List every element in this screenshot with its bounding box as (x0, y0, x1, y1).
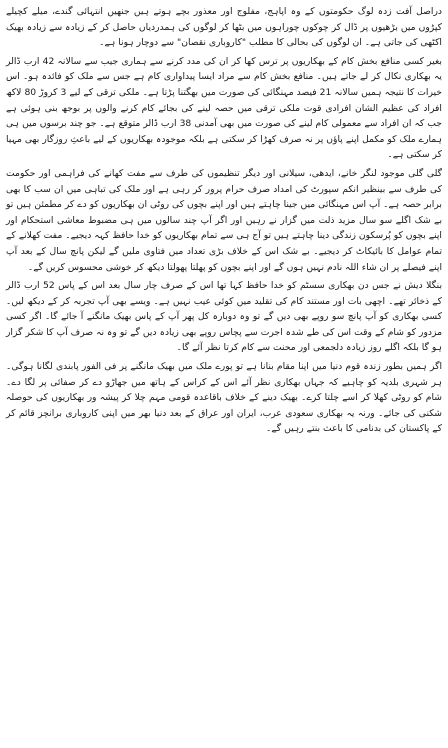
article-paragraph-3: گلی گلی موجود لنگر خانے، ایدھی، سیلانی اور دیگر تنظیموں کی طرف سے مفت کھانے کی فراہمی اور حکومت کی طرف سے بینظیر انکم سپورٹ کی امداد صرف حرام پرور کر رہی ہے اور ملک کی تباہی میں ان سب کا بھی برابر حصہ ہے۔ آپ اس مہنگائی میں جینا چاہتے ہیں اور اپنے بچوں کی روٹی ان بھکاریوں کو دے کر مطمئن ہیں تو بے شک اگلے سو سال مزید ذلت میں گزار نے رہیں اور اگر آپ چند سالوں میں ہی مضبوط معاشی استحکام اور اپنے بچوں کو پُرسکون زندگی دینا چاہتے ہیں تو آج ہی سے تمام بھکاریوں کو خدا حافظ کہہ دیجیے۔ مفت کھلانے کے تمام عوامل کا بائیکاٹ کر دیجیے۔ بے شک اس کے خلاف بڑی تعداد میں فتاوی ملیں گے لیکن پانچ سال کے بعد آپ اپنے فیصلے پر ان شاء اللہ نادم نہیں ہوں گے اور اپنے بچوں کو پھلتا پھولتا دیکھ کر خوشی محسوس کریں گے۔ (6, 167, 442, 273)
article-paragraph-2: بغیر کسی منافع بخش کام کے بھکاریوں پر ترس کھا کر ان کی مدد کرنے سے ہماری جیب سے سالانہ 42 ارب ڈالر یہ بھکاری نکال کر لے جاتے ہیں۔ منافع بخش کام سے مراد ایسا پیداواری کام ہے جس سے ملک کو فائدہ ہو۔ اس خیرات کا نتیجہ ہمیں سالانہ 21 فیصد مہنگائی کی صورت میں بھگتنا پڑتا ہے۔ ملکی ترقی کے لیے 3 کروڑ 80 لاکھ افراد کی عظیم الشان افرادی قوت ملکی ترقی میں حصہ لینے کی بجائے کام کرنے والوں پر بوجھ بنی ہوئی ہے جب کہ ان افراد سے معمولی کام لینے کی صورت میں بھی آمدنی 38 ارب ڈالر متوقع ہے۔ جو چند برسوں میں ہی ہمارے ملک کو مکمل اپنے پاؤں پر نہ صرف کھڑا کر سکتی ہے بلکہ موجودہ بھکاریوں کے لیے باعثِ روزگار بھی مہیا کر سکتی ہے۔ (6, 55, 442, 161)
article-paragraph-4: بنگلا دیش نے جس دن بھکاری سسٹم کو خدا حافظ کہا تھا اس کے صرف چار سال بعد اس کے پاس 52 ارب ڈالر کے ذخائر تھے۔ اچھی بات اور مستند کام کی تقلید میں کوئی عیب نہیں ہے۔ ویسے بھی آپ تجربہ کر کے دیکھ لیں۔ کسی بھکاری کو آپ پانچ سو روپے بھی دیں گے تو وہ دوبارہ کل پھر آپ کے پاس بھیک مانگنے آ جائے گا۔ اگر کسی مزدور کو شام کے وقت اس کی طے شدہ اجرت سے پچاس روپے بھی زیادہ دیں گے تو وہ نہ صرف آپ کا شکر گزار ہو گا بلکہ اگلے روز زیادہ دلجمعی اور محنت سے کام کرتا نظر آئے گا۔ (6, 280, 442, 354)
article-paragraph-1: دراصل آفت زدہ لوگ حکومتوں کے وہ اپاہج، مفلوج اور معذور بچے ہوتے ہیں جنھیں انتہائی گندے، میلے کچیلے کپڑوں میں بڑھیوں پر ڈال کر چوکوں چوراہوں میں بٹھا کر لوگوں کی ہمدردیاں حاصل کر کے زیادہ سے زیادہ بھیک اکٹھی کی جاتی ہے۔ ان لوگوں کی بحالی کا مطلب "کاروباری نقصان" سے دوچار ہونا ہے۔ (6, 6, 442, 49)
article-paragraph-5: اگر ہمیں بطور زندہ قوم دنیا میں اپنا مقام بنانا ہے تو پورے ملک میں بھیک مانگنے پر فی الفور پابندی لگانا ہوگی۔ ہر شہری بلدیہ کو چاہیے کہ جہاں بھکاری نظر آئے اس کے کراس کے ہاتھ میں جھاڑو دے کر صفائی پر لگا دے۔ شام کو روٹی کھلا کر اسے چلتا کرے۔ بھیک دینے کے خلاف باقاعدہ قومی مہم چلا کر پیشہ ور بھکاریوں کی حوصلہ شکنی کی جائے۔ ورنہ یہ بھکاری سعودی عرب، ایران اور عراق کے بعد دنیا بھر میں اپنی کاروباری برانچز قائم کر کے پاکستان کی بدنامی کا باعث بنتے رہیں گے۔ (6, 361, 442, 435)
